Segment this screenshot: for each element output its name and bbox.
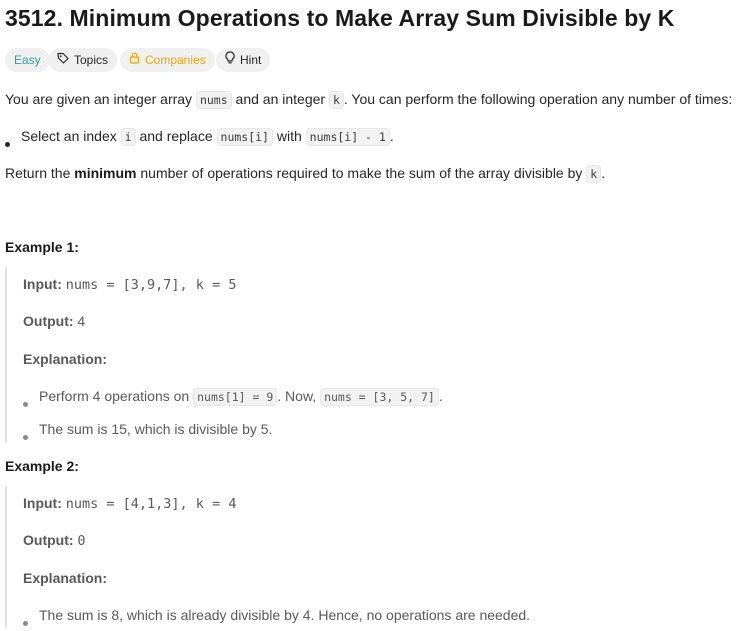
example-2-output bbox=[23, 530, 86, 551]
text: Perform 4 operations on bbox=[39, 388, 194, 404]
text: . bbox=[438, 388, 443, 404]
description-paragraph bbox=[5, 89, 732, 110]
inline-code: nums[i] bbox=[217, 128, 273, 146]
example-1-explanation-item: The sum is 15, which is divisible by 5. bbox=[39, 421, 273, 437]
lock-icon bbox=[129, 48, 140, 72]
example-1-explanation-label bbox=[23, 349, 107, 369]
text: . Now, bbox=[277, 388, 321, 404]
bullet-marker bbox=[23, 613, 28, 631]
difficulty-badge bbox=[5, 48, 50, 72]
bold-text: minimum bbox=[74, 165, 137, 181]
text: . bbox=[601, 165, 606, 181]
text: and replace bbox=[135, 128, 217, 144]
inline-code: nums = [3, 5, 7] bbox=[320, 388, 439, 406]
example-2-explanation-item: The sum is 8, which is already divisible by 4. Hence, no operations are needed. bbox=[39, 607, 531, 623]
example-2-input bbox=[23, 493, 236, 514]
hint-button[interactable] bbox=[216, 48, 270, 72]
output-label: Output: bbox=[23, 532, 74, 548]
text: Return the bbox=[5, 165, 75, 181]
explanation-label: Explanation: bbox=[23, 351, 108, 367]
problem-title: 3512. Minimum Operations to Make Array Sum Divisible by K bbox=[5, 5, 675, 31]
bullet-marker bbox=[23, 394, 28, 412]
explanation-label: Explanation: bbox=[23, 570, 108, 586]
hint-label: Hint bbox=[240, 53, 262, 67]
example-1-heading: Example 1: bbox=[5, 239, 79, 255]
inline-code: nums[i] - 1 bbox=[306, 128, 390, 146]
inline-code: nums bbox=[196, 91, 232, 109]
output-value: 0 bbox=[77, 533, 86, 549]
text: with bbox=[272, 128, 306, 144]
example-2-block bbox=[5, 486, 9, 628]
topics-label: Topics bbox=[74, 53, 109, 67]
example-2-heading: Example 2: bbox=[5, 458, 79, 474]
input-label: Input: bbox=[23, 495, 62, 511]
example-1-block bbox=[5, 267, 9, 443]
inline-code: k bbox=[329, 91, 344, 109]
bullet-marker bbox=[23, 427, 28, 445]
input-label: Input: bbox=[23, 276, 62, 292]
bullet-dot bbox=[5, 142, 10, 147]
input-value: nums = [4,1,3], k = 4 bbox=[65, 496, 237, 512]
operation-bullet bbox=[21, 126, 394, 147]
text: Select an index bbox=[21, 128, 121, 144]
tag-icon bbox=[57, 48, 69, 72]
bullet-dot bbox=[23, 621, 28, 626]
text: and an integer bbox=[231, 91, 329, 107]
example-1-output bbox=[23, 311, 85, 331]
topics-button[interactable] bbox=[48, 48, 117, 72]
output-label: Output: bbox=[23, 313, 74, 329]
companies-label: Companies bbox=[145, 53, 206, 67]
difficulty-label: Easy bbox=[14, 53, 41, 67]
output-value: 4 bbox=[77, 313, 86, 329]
inline-code: i bbox=[121, 128, 136, 146]
bullet-dot bbox=[23, 402, 28, 407]
example-1-explanation-item bbox=[39, 386, 443, 407]
inline-code: nums[1] = 9 bbox=[193, 388, 277, 406]
bullet-dot bbox=[23, 435, 28, 440]
text: . You can perform the following operation any number of times: bbox=[343, 91, 733, 107]
text: . bbox=[389, 128, 394, 144]
text: You are given an integer array bbox=[5, 91, 196, 107]
example-2-explanation-label bbox=[23, 568, 107, 588]
text: number of operations required to make the sum of the array divisible by bbox=[136, 165, 587, 181]
inline-code: k bbox=[586, 165, 601, 183]
bullet-marker bbox=[5, 134, 10, 152]
lightbulb-icon bbox=[225, 48, 235, 72]
example-1-input bbox=[23, 274, 236, 295]
companies-button[interactable] bbox=[120, 48, 215, 72]
input-value: nums = [3,9,7], k = 5 bbox=[65, 277, 237, 293]
return-paragraph bbox=[5, 163, 605, 184]
